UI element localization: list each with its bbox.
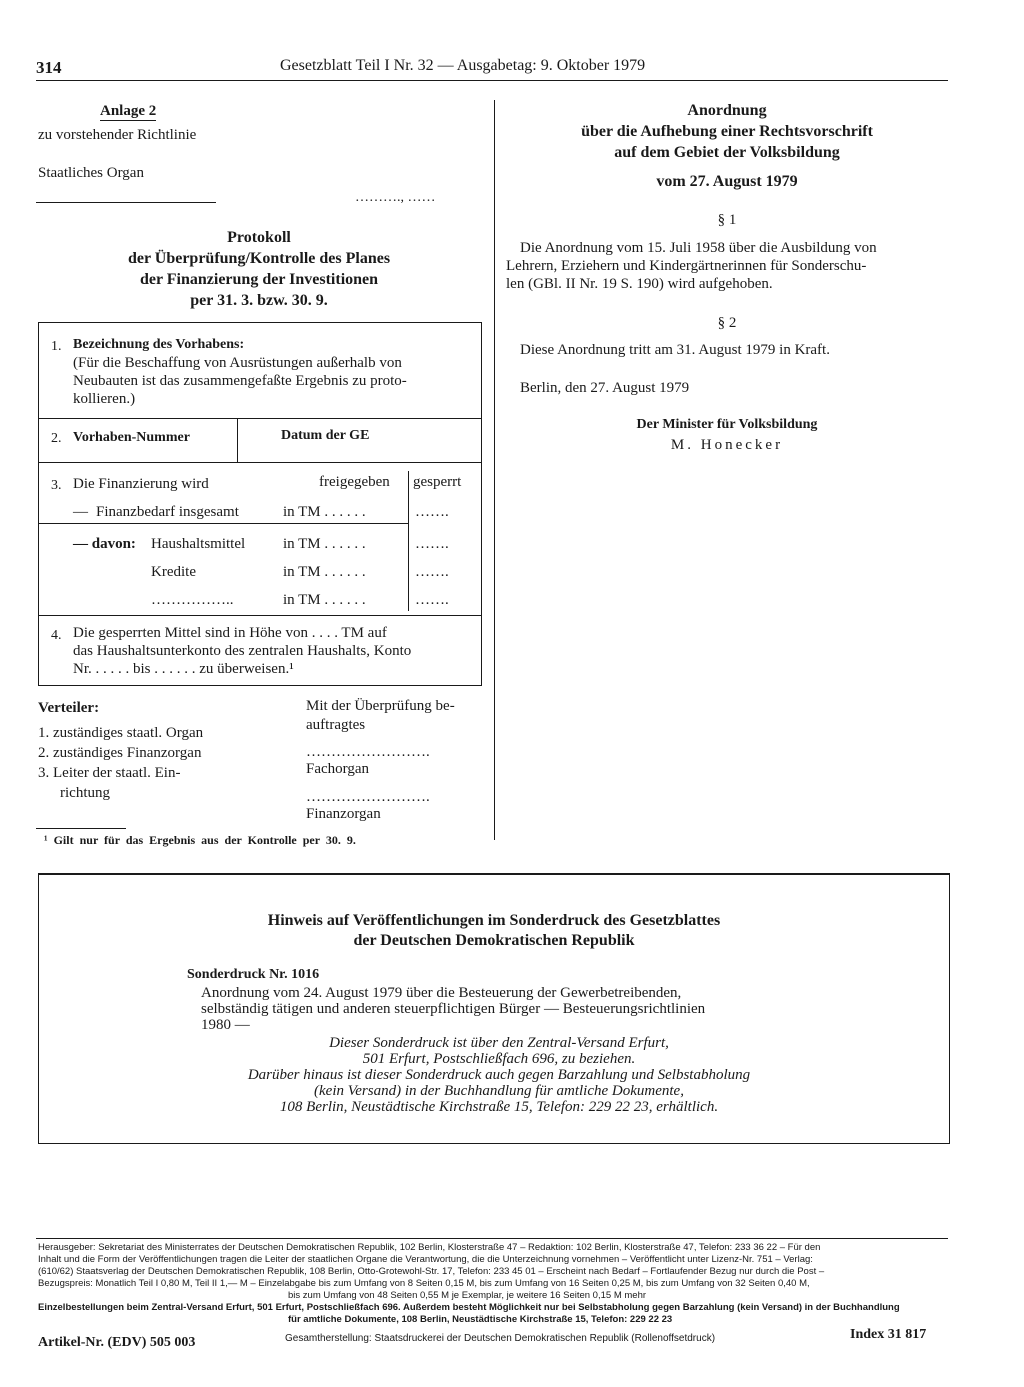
item2-row [39,418,481,463]
row-other-label: …………….. [151,592,234,608]
place-date: Berlin, den 27. August 1979 [520,380,690,396]
verteiler-item: richtung [60,785,110,801]
organ-line [36,202,216,203]
page-number: 314 [36,58,62,77]
item4-number: 4. [51,628,62,643]
protokoll-line-2: der Überprüfung/Kontrolle des Planes [127,250,391,267]
col-freigegeben: freigegeben [319,474,390,490]
signer-title: Der Minister für Volksbildung [636,417,818,432]
item2-date: Datum der GE [281,428,370,443]
paragraph-1-text [506,239,948,293]
row-finanzbedarf-unit: in TM . . . . . . [283,504,366,520]
verteiler-item: 1. zuständiges staatl. Organ [38,725,204,741]
row-haushalt-label: Haushaltsmittel [151,536,246,552]
protocol-form [38,322,482,686]
index-number: Index 31 817 [850,1327,927,1342]
item1-number: 1. [51,339,62,354]
artikel-number: Artikel-Nr. (EDV) 505 003 [38,1335,196,1350]
anordnung-title-line: auf dem Gebiet der Volksbildung [614,144,840,161]
col-gesperrt: gesperrt [413,474,462,490]
impressum-bold-line: für amtliche Dokumente, 108 Berlin, Neustädtische Kirchstraße 15, Telefon: 229 22 23 [288,1314,673,1325]
footnote: ¹ Gilt nur für das Ergebnis aus der Kontrolle per 30. 9. [44,833,356,847]
notice-text-line: selbständig tätigen und anderen steuerpflichtigen Bürger — Besteuerungsrichtlinien [201,1001,706,1017]
row-kredite-label: Kredite [151,564,196,580]
fachorgan-label: Fachorgan [306,761,370,777]
anordnung-title-line: über die Aufhebung einer Rechtsvorschrift [581,123,873,140]
row-finanzbedarf-right: ……. [415,504,449,520]
item1-text-line: kollieren.) [73,391,136,407]
item2-number: 2. [51,431,62,446]
verteiler-item: 3. Leiter der staatl. Ein- [38,765,181,781]
item3-label: Die Finanzierung wird [73,476,209,492]
header-rule [36,80,948,81]
notice-title [39,911,949,951]
anordnung-date: vom 27. August 1979 [656,173,798,190]
item4-text-line: Nr. . . . . . bis . . . . . . zu überweisen.¹ [73,661,294,677]
item2-divider [237,419,238,463]
paragraph-1-heading: § 1 [717,212,737,228]
paragraph-1-line: len (GBl. II Nr. 19 S. 190) wird aufgehoben. [506,276,773,292]
notice-bezug-line: 501 Erfurt, Postschließfach 696, zu beziehen. [362,1051,636,1067]
signer-name: M. Honecker [670,437,784,453]
row-haushalt-unit: in TM . . . . . . [283,536,366,552]
row-haushalt-prefix: — davon: [73,536,136,552]
anlage-subtitle: zu vorstehender Richtlinie [38,127,197,143]
date-placeholder: ………., …… [355,190,436,205]
item1-text-line: (Für die Beschaffung von Ausrüstungen außerhalb von [73,355,402,371]
item1-text-line: Neubauten ist das zusammengefaßte Ergebnis zu proto- [73,373,407,389]
notice-text-line: Anordnung vom 24. August 1979 über die Besteuerung der Gewerbetreibenden, [201,985,682,1001]
verteiler-list [38,723,203,803]
ueberpruefung-line: Mit der Überprüfung be- [306,698,455,714]
impressum-line: Bezugspreis: Monatlich Teil I 0,80 M, Teil II 1,— M – Einzelabgabe bis zum Umfang von 8 Seiten 0,15 M, bis zum Umfang von 16 Seiten 0,25 M, bis zum Umfang von 32 Seiten 0,40 M, [38,1278,810,1289]
impressum-line: Herausgeber: Sekretariat des Ministerrates der Deutschen Demokratischen Republik, 102 Berlin, Klosterstraße 47 – Redaktion: 102 Berlin, Klosterstraße 47, Telefon: 233 36 22 – Für den [38,1242,821,1253]
impressum-line: bis zum Umfang von 48 Seiten 0,55 M je Exemplar, je weitere 16 Seiten 0,15 M mehr [288,1290,647,1301]
item1-title: Bezeichnung des Vorhabens: [73,337,245,352]
anordnung-title [506,100,948,163]
row-kredite-unit: in TM . . . . . . [283,564,366,580]
row-finanzbedarf-prefix: — [73,504,88,520]
section-divider [39,523,408,524]
notice-text-line: 1980 — [201,1017,250,1033]
item4-text-line: Die gesperrten Mittel sind in Höhe von . . . . TM auf [73,625,387,641]
organ-label: Staatliches Organ [38,165,144,181]
row-haushalt-right: ……. [415,536,449,552]
finanzorgan-label: Finanzorgan [306,806,381,822]
impressum-bold-line: Einzelbestellungen beim Zentral-Versand Erfurt, 501 Erfurt, Postschließfach 696. Außerdem besteht Möglichkeit nur bei Selbstabholung gegen Barzahlung (kein Versand) in der Buchhandlung [38,1302,900,1313]
paragraph-2-text: Diese Anordnung tritt am 31. August 1979 in Kraft. [520,342,830,358]
ueberpruefung-line: auftragtes [306,717,366,733]
item4-text-line: das Haushaltsunterkonto des zentralen Haushalts, Konto [73,643,412,659]
notice-title-line: der Deutschen Demokratischen Republik [353,932,635,949]
footnote-rule [36,828,126,829]
notice-bezug-line: (kein Versand) in der Buchhandlung für amtliche Dokumente, [314,1083,684,1099]
ueberpruefung-label [306,697,455,735]
notice-title-line: Hinweis auf Veröffentlichungen im Sonderdruck des Gesetzblattes [267,912,721,929]
item3-row [39,462,481,616]
item2-label: Vorhaben-Nummer [73,430,190,445]
row-kredite-right: ……. [415,564,449,580]
notice-bezug [184,1035,814,1115]
druck-line: Gesamtherstellung: Staatsdruckerei der Deutschen Demokratischen Republik (Rollenoffsetdruck) [285,1333,716,1344]
impressum-rule [36,1238,948,1239]
notice-text [201,985,821,1033]
paragraph-1-line: Die Anordnung vom 15. Juli 1958 über die Ausbildung von [520,240,877,256]
sign-line-fachorgan: ……………………. [306,744,430,760]
protokoll-line-4: per 31. 3. bzw. 30. 9. [190,292,328,309]
impressum-line: Inhalt und die Form der Veröffentlichungen tragen die Leiter der staatlichen Organe die Verantwortung, die die Unterzeichnung vornehmen – Veröffentlicht unter Lizenz-Nr. 751 – Verlag: [38,1254,813,1265]
anordnung-title-line: Anordnung [687,102,767,119]
sign-line-finanzorgan: ……………………. [306,789,430,805]
protokoll-line-1: Protokoll [227,229,291,246]
item4-text [73,624,477,678]
impressum [38,1242,950,1326]
anlage-title: Anlage 2 [100,103,157,119]
impressum-line: (610/62) Staatsverlag der Deutschen Demokratischen Republik, 108 Berlin, Otto-Grotewohl-Str. 17, Telefon: 233 45 01 – Erscheint nach Bedarf – Fortlaufender Bezug nur durch die Post – [38,1266,825,1277]
protokoll-heading [38,227,480,311]
notice-bezug-line: Dieser Sonderdruck ist über den Zentral-Versand Erfurt, [329,1035,669,1051]
paragraph-1-line: Lehrern, Erziehern und Kindergärtnerinnen für Sonderschu- [506,258,867,274]
row-finanzbedarf-label: Finanzbedarf insgesamt [96,504,239,520]
sonderdruck-notice [38,873,950,1144]
item4-row [39,615,481,686]
protokoll-line-3: der Finanzierung der Investitionen [139,271,379,288]
paragraph-2-heading: § 2 [717,315,737,331]
gesperrt-divider [408,471,409,611]
column-divider [494,100,495,840]
notice-bezug-line: Darüber hinaus ist dieser Sonderdruck auch gegen Barzahlung und Selbstabholung [247,1067,751,1083]
sonderdruck-number: Sonderdruck Nr. 1016 [187,967,320,982]
row-other-right: ……. [415,592,449,608]
row-other-unit: in TM . . . . . . [283,592,366,608]
verteiler-item: 2. zuständiges Finanzorgan [38,745,202,761]
item1-text [73,354,475,408]
verteiler-title: Verteiler: [38,700,100,716]
item3-number: 3. [51,478,62,493]
notice-bezug-line: 108 Berlin, Neustädtische Kirchstraße 15, Telefon: 229 22 23, erhältlich. [279,1099,719,1115]
page-header: Gesetzblatt Teil I Nr. 32 — Ausgabetag: 9. Oktober 1979 [280,57,646,74]
